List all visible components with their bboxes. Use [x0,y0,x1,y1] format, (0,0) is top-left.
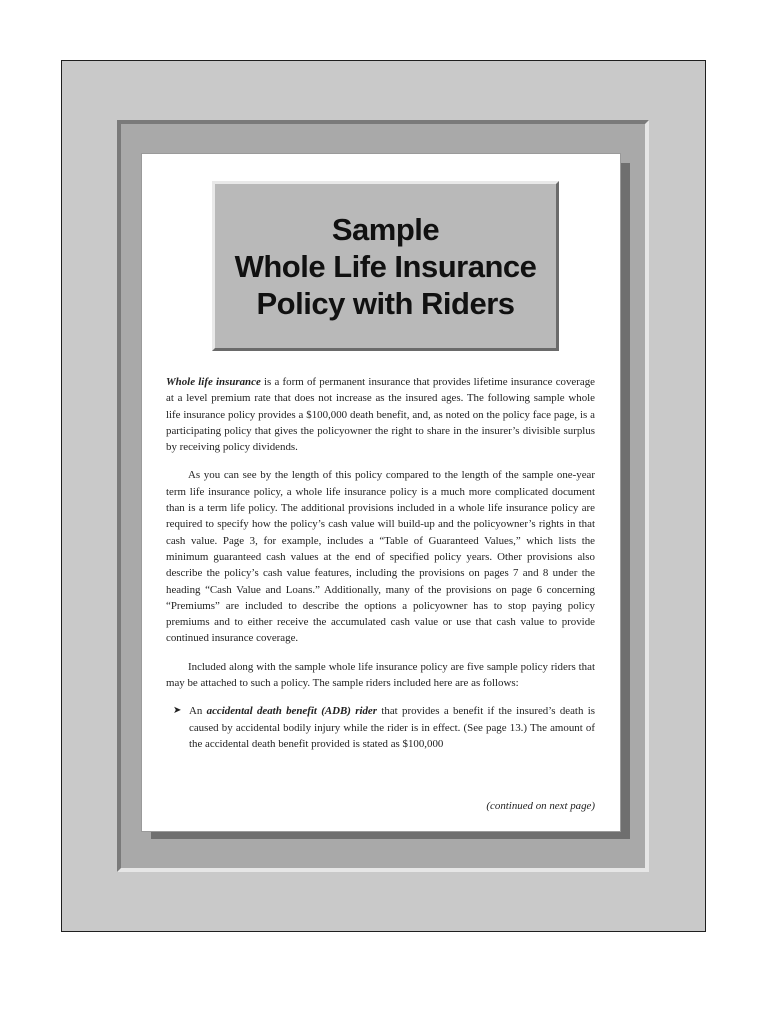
body-text [166,374,595,752]
continued-note: (continued on next page) [486,800,595,812]
paragraph-intro-text: is a form of permanent insurance that provides lifetime insurance coverage at a level premium rate that does not increase as the insured ages. The following sample whole life insurance policy provides a $100,000 death benefit, and, as noted on the policy face page, is a participating policy that gives the policyowner the right to share in the insurer’s divisible surplus by receiving policy dividends. [166,376,595,454]
paragraph-policy-length: As you can see by the length of this policy compared to the length of the sample one-year term life insurance policy, a whole life insurance policy is a much more complicated document than is a term life policy. The additional provisions included in a whole life insurance policy are required to specify how the policy’s cash value will build-up and the policyowner’s rights in that cash value. Page 3, for example, includes a “Table of Guaranteed Values,” which lists the minimum guaranteed cash values at the end of specified policy years. Other provisions also describe the policy’s cash value features, including the provisions on pages 7 and 8 under the heading “Cash Value and Loans.” Additionally, many of the provisions on page 6 concerning “Premiums” are included to describe the options a policyowner has to stop paying policy premiums and to either receive the accumulated cash value or use that cash value to provide continued insurance coverage. [166,469,595,645]
title-line-2: Whole Life Insurance [234,248,537,284]
bullet-body: that provides a benefit if the insured’s death is caused by accidental bodily injury while the rider is in effect. (See page 13.) The amount of the accidental death benefit provided is stated as $100,000 [189,705,595,750]
title-box [212,181,559,351]
list-item-adb-rider [173,703,595,752]
arrowhead-bullet-icon: ➤ [173,705,182,717]
list-item-text [189,703,595,752]
term-adb-rider: accidental death benefit (ADB) rider [206,705,378,718]
title-line-3: Policy with Riders [256,285,515,321]
paragraph-intro [166,374,595,455]
bullet-prefix: An [189,705,207,718]
paragraph-riders: Included along with the sample whole life insurance policy are five sample policy riders that may be attached to such a policy. The sample riders included here are as follows: [166,660,595,690]
term-whole-life-insurance: Whole life insurance [166,376,261,388]
title-line-1: Sample [331,211,440,247]
